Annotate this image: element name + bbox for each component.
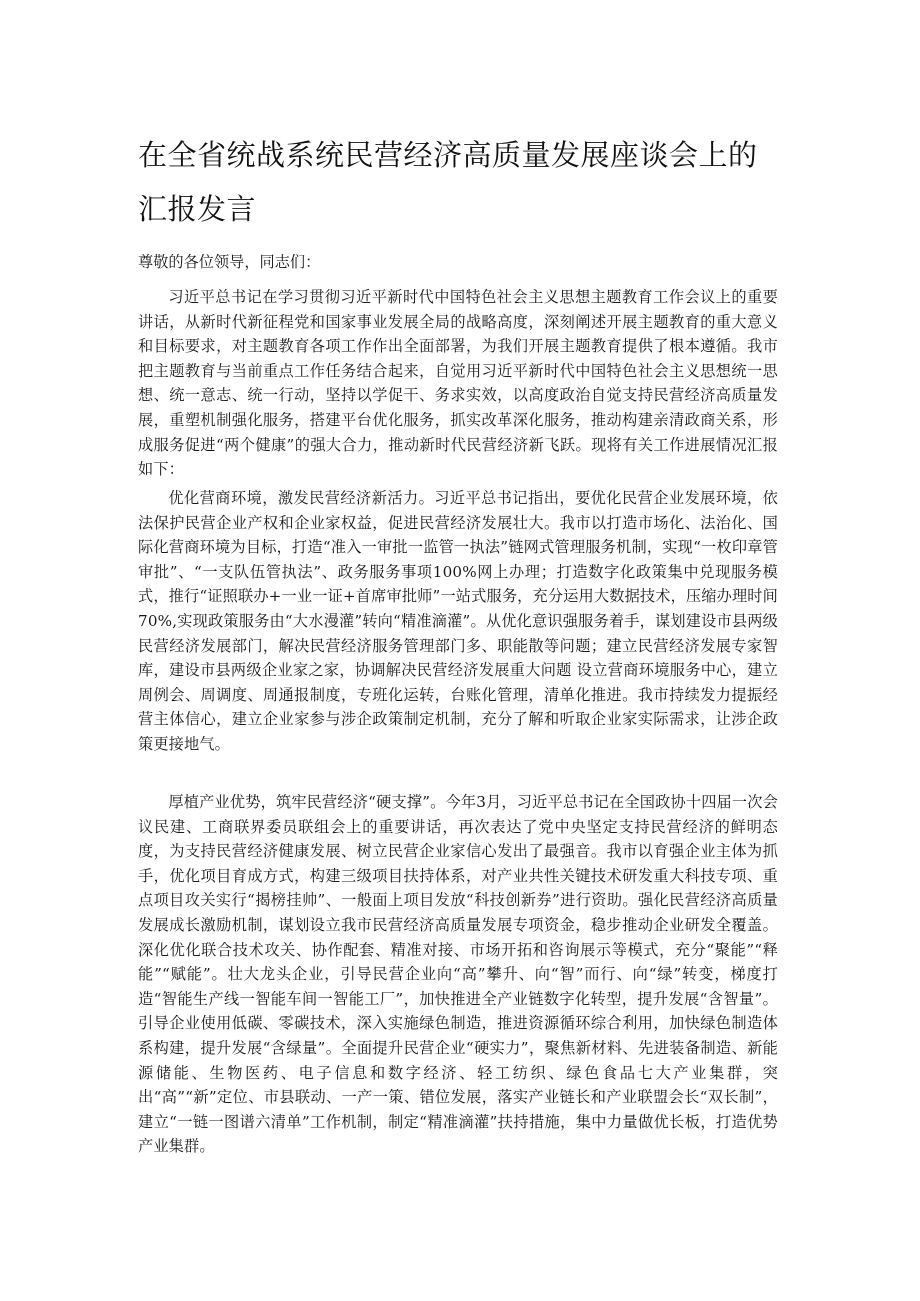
salutation: 尊敬的各位领导，同志们：	[138, 253, 321, 271]
paragraph-industry-advantage: 厚植产业优势，筑牢民营经济“硬支撑”。今年3月，习近平总书记在全国政协十四届一次会议民建、工商联界委员联组会上的重要讲话，再次表达了党中央坚定支持民营经济的鲜明态度，为支持民营经济健康发展、树立民营企业家信心发出了最强音。我市以育强企业主体为抓手，优化项目育成方式，构建三级项目扶持体系，对产业共性关键技术研发重大科技专项、重点项目攻关实行“揭榜挂帅”、一般面上项目发放“科技创新券”进行资助。强化民营经济高质量发展成长激励机制，谋划设立我市民营经济高质量发展专项资金，稳步推动企业研发全覆盖。深化优化联合技术攻关、协作配套、精准对接、市场开拓和咨询展示等模式，充分“聚能”“释能”“赋能”。壮大龙头企业，引导民营企业向“高”攀升、向“智”而行、向“绿”转变，梯度打造“智能生产线一智能车间一智能工厂”，加快推进全产业链数字化转型，提升发展“含智量”。引导企业使用低碳、零碳技术，深入实施绿色制造，推进资源循环综合利用，加快绿色制造体系构建，提升发展“含绿量”。全面提升民营企业“硬实力”，聚焦新材料、先进装备制造、新能源储能、生物医药、电子信息和数字经济、轻工纺织、绿色食品七大产业集群，突出“高”“新”定位、市县联动、一产一策、错位发展，落实产业链长和产业联盟会长“双长制”，建立“一链一图谱六清单”工作机制，制定“精准滴灌”扶持措施，集中力量做优长板，打造优势产业集群。	[138, 793, 778, 1156]
paragraph-business-environment: 优化营商环境，激发民营经济新活力。习近平总书记指出，要优化民营企业发展环境，依法保护民营企业产权和企业家权益，促进民营经济发展壮大。我市以打造市场化、法治化、国际化营商环境为目标，打造“准入一审批一监管一执法”链网式管理服务机制，实现“一枚印章管审批”、“一支队伍管执法”、政务服务事项100%网上办理；打造数字化政策集中兑现服务模式，推行“证照联办+一业一证+首席审批师”一站式服务，充分运用大数据技术，压缩办理时间70%,实现政策服务由“大水漫灌”转向“精准滴灌”。从优化意识强服务着手，谋划建设市县两级民营经济发展部门，解决民营经济服务管理部门多、职能散等问题；建立民营经济发展专家智库，建设市县两级企业家之家，协调解决民营经济发展重大问题 设立营商环境服务中心，建立周例会、周调度、周通报制度，专班化运转，台账化管理，清单化推进。我市持续发力提振经营主体信心，建立企业家参与涉企政策制定机制，充分了解和听取企业家实际需求，让涉企政策更接地气。	[138, 489, 778, 753]
document-title: 在全省统战系统民营经济高质量发展座谈会上的汇报发言	[138, 138, 758, 226]
paragraph-intro: 习近平总书记在学习贯彻习近平新时代中国特色社会主义思想主题教育工作会议上的重要讲话，从新时代新征程党和国家事业发展全局的战略高度，深刻阐述开展主题教育的重大意义和目标要求，对主题教育各项工作作出全面部署，为我们开展主题教育提供了根本遵循。我市把主题教育与当前重点工作任务结合起来，自觉用习近平新时代中国特色社会主义思想统一思想、统一意志、统一行动，坚持以学促干、务求实效，以高度政治自觉支持民营经济高质量发展，重塑机制强化服务，搭建平台优化服务，抓实改革深化服务，推动构建亲清政商关系，形成服务促进“两个健康”的强大合力，推动新时代民营经济新飞跃。现将有关工作进展情况汇报如下：	[138, 288, 778, 479]
